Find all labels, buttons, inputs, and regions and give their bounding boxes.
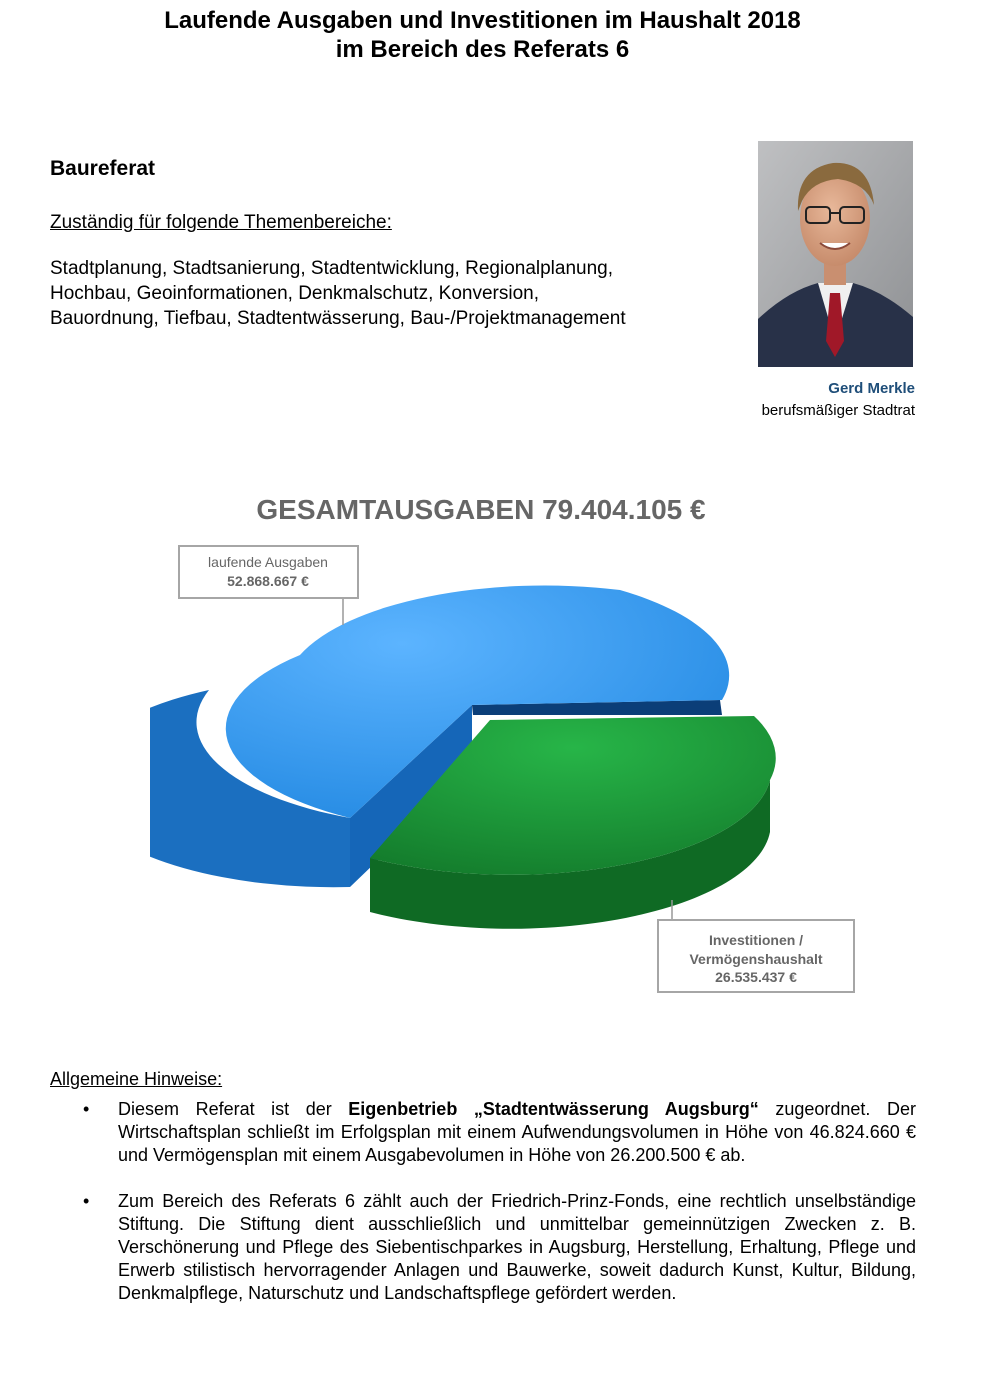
title-line-1: Laufende Ausgaben und Investitionen im Haushalt 2018 [164,7,801,34]
note-1-bold: Eigenbetrieb „Stadtentwässerung Augsburg“ [348,1099,759,1119]
note-item [50,1190,916,1305]
notes-list [50,1098,916,1328]
person-role: berufsmäßiger Stadtrat [761,402,915,419]
topics-line-1: Stadtplanung, Stadtsanierung, Stadtentwicklung, Regionalplanung, [50,258,614,279]
notes-heading: Allgemeine Hinweise: [50,1069,223,1089]
portrait-photo [758,141,913,367]
department-name: Baureferat [50,157,156,180]
title-line-2: im Bereich des Referats 6 [335,36,630,63]
person-name: Gerd Merkle [828,380,915,397]
bullet-icon: • [83,1099,90,1119]
label-investitionen-name-1: Investitionen / [708,932,804,948]
topics-line-3: Bauordnung, Tiefbau, Stadtentwässerung, Bau-/Projektmanagement [50,308,626,329]
responsibility-heading: Zuständig für folgende Themenbereiche: [50,212,392,233]
topics-line-2: Hochbau, Geoinformationen, Denkmalschutz, Konversion, [50,283,539,304]
label-laufende-ausgaben-name: laufende Ausgaben [208,554,328,570]
chart-title: GESAMTAUSGABEN 79.404.105 € [256,494,706,525]
topics-list [50,256,750,331]
label-investitionen-name-2: Vermögenshaushalt [689,951,823,967]
note-2-text: Zum Bereich des Referats 6 zählt auch der Friedrich-Prinz-Fonds, eine rechtlich unselbständige Stiftung. Die Stiftung dient ausschließlich und unmittelbar gemeinnützigen Zwecken z. B. Verschönerung und Pflege des Siebentischparkes in Augsburg, Herstellung, Erhaltung, Pflege und Erwerb stilistisch hervorragender Anlagen und Bauwerke, soweit dadurch Kunst, Kultur, Bildung, Denkmalpflege, Naturschutz und Landschaftspflege gefördert werden. [118,1191,916,1303]
note-item [50,1098,916,1167]
pie-chart [150,480,890,1020]
label-investitionen-value: 26.535.437 € [715,969,797,985]
page-title [0,6,965,64]
note-1-text-start: Diesem Referat ist der [118,1099,349,1119]
note-1-text-end: zugeordnet. Der Wirtschaftsplan schließt im Erfolgsplan mit einem Aufwendungsvolumen in Höhe von 46.824.660 € und Vermögensplan mit einem Ausgabevolumen in Höhe von 26.200.500 € ab. [118,1099,916,1165]
bullet-icon: • [83,1191,90,1211]
label-laufende-ausgaben-value: 52.868.667 € [227,573,309,589]
